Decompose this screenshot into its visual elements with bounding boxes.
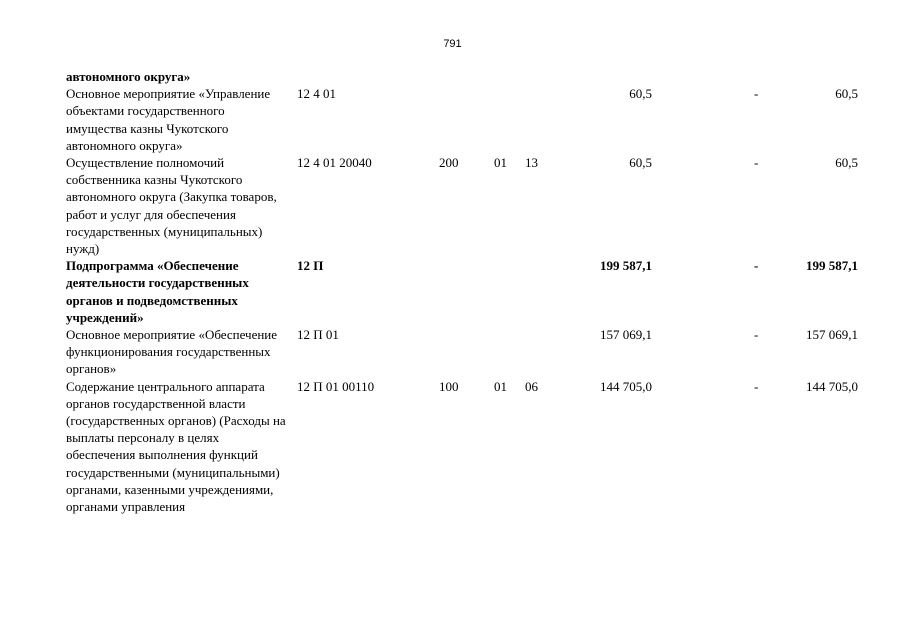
row-name: Подпрограмма «Обеспечение деятельности государственных органов и подведомственных учреждений» <box>66 258 249 325</box>
row-name: Основное мероприятие «Управление объектами государственного имущества казны Чукотского автономного округа» <box>66 86 271 153</box>
row-code: 12 4 01 <box>297 86 336 102</box>
row-subsection: 06 <box>525 378 538 394</box>
row-amount: 60,5 <box>629 86 652 102</box>
row-code: 12 П 01 00110 <box>297 378 375 394</box>
row-change: - <box>754 258 759 274</box>
row-amount: 199 587,1 <box>600 258 652 274</box>
row-total: 157 069,1 <box>806 327 858 343</box>
row-change: - <box>754 86 759 102</box>
row-section: 01 <box>494 378 507 394</box>
page-number: 791 <box>443 38 462 50</box>
table-row <box>66 257 866 326</box>
row-section: 01 <box>494 155 507 171</box>
row-code: 12 4 01 20040 <box>297 155 372 171</box>
row-expense-type: 200 <box>439 155 459 171</box>
budget-table <box>66 68 866 515</box>
row-total: 199 587,1 <box>806 258 858 274</box>
table-row <box>66 154 866 257</box>
table-row <box>66 85 866 154</box>
row-expense-type: 100 <box>439 378 459 394</box>
row-total: 60,5 <box>835 86 858 102</box>
table-row <box>66 326 866 378</box>
row-change: - <box>754 327 759 343</box>
row-name: Содержание центрального аппарата органов государственной власти (государственных органов) (Расходы на выплаты персоналу в целях обеспечения выполнения функций государственными (муниципальными) органами, казенными учреждениями, органами управления <box>66 378 286 515</box>
row-name: Осуществление полномочий собственника казны Чукотского автономного округа (Закупка товаров, работ и услуг для обеспечения государственных (муниципальных) нужд) <box>66 155 277 257</box>
row-change: - <box>754 378 759 394</box>
row-amount: 157 069,1 <box>600 327 652 343</box>
row-amount: 60,5 <box>629 155 652 171</box>
table-row <box>66 378 866 516</box>
row-amount: 144 705,0 <box>600 378 652 394</box>
row-total: 60,5 <box>835 155 858 171</box>
row-name: автономного округа» <box>66 69 191 84</box>
row-subsection: 13 <box>525 155 538 171</box>
row-name: Основное мероприятие «Обеспечение функционирования государственных органов» <box>66 327 278 377</box>
table-row <box>66 68 866 85</box>
row-change: - <box>754 155 759 171</box>
row-code: 12 П <box>297 258 324 274</box>
row-code: 12 П 01 <box>297 327 339 343</box>
row-total: 144 705,0 <box>806 378 858 394</box>
